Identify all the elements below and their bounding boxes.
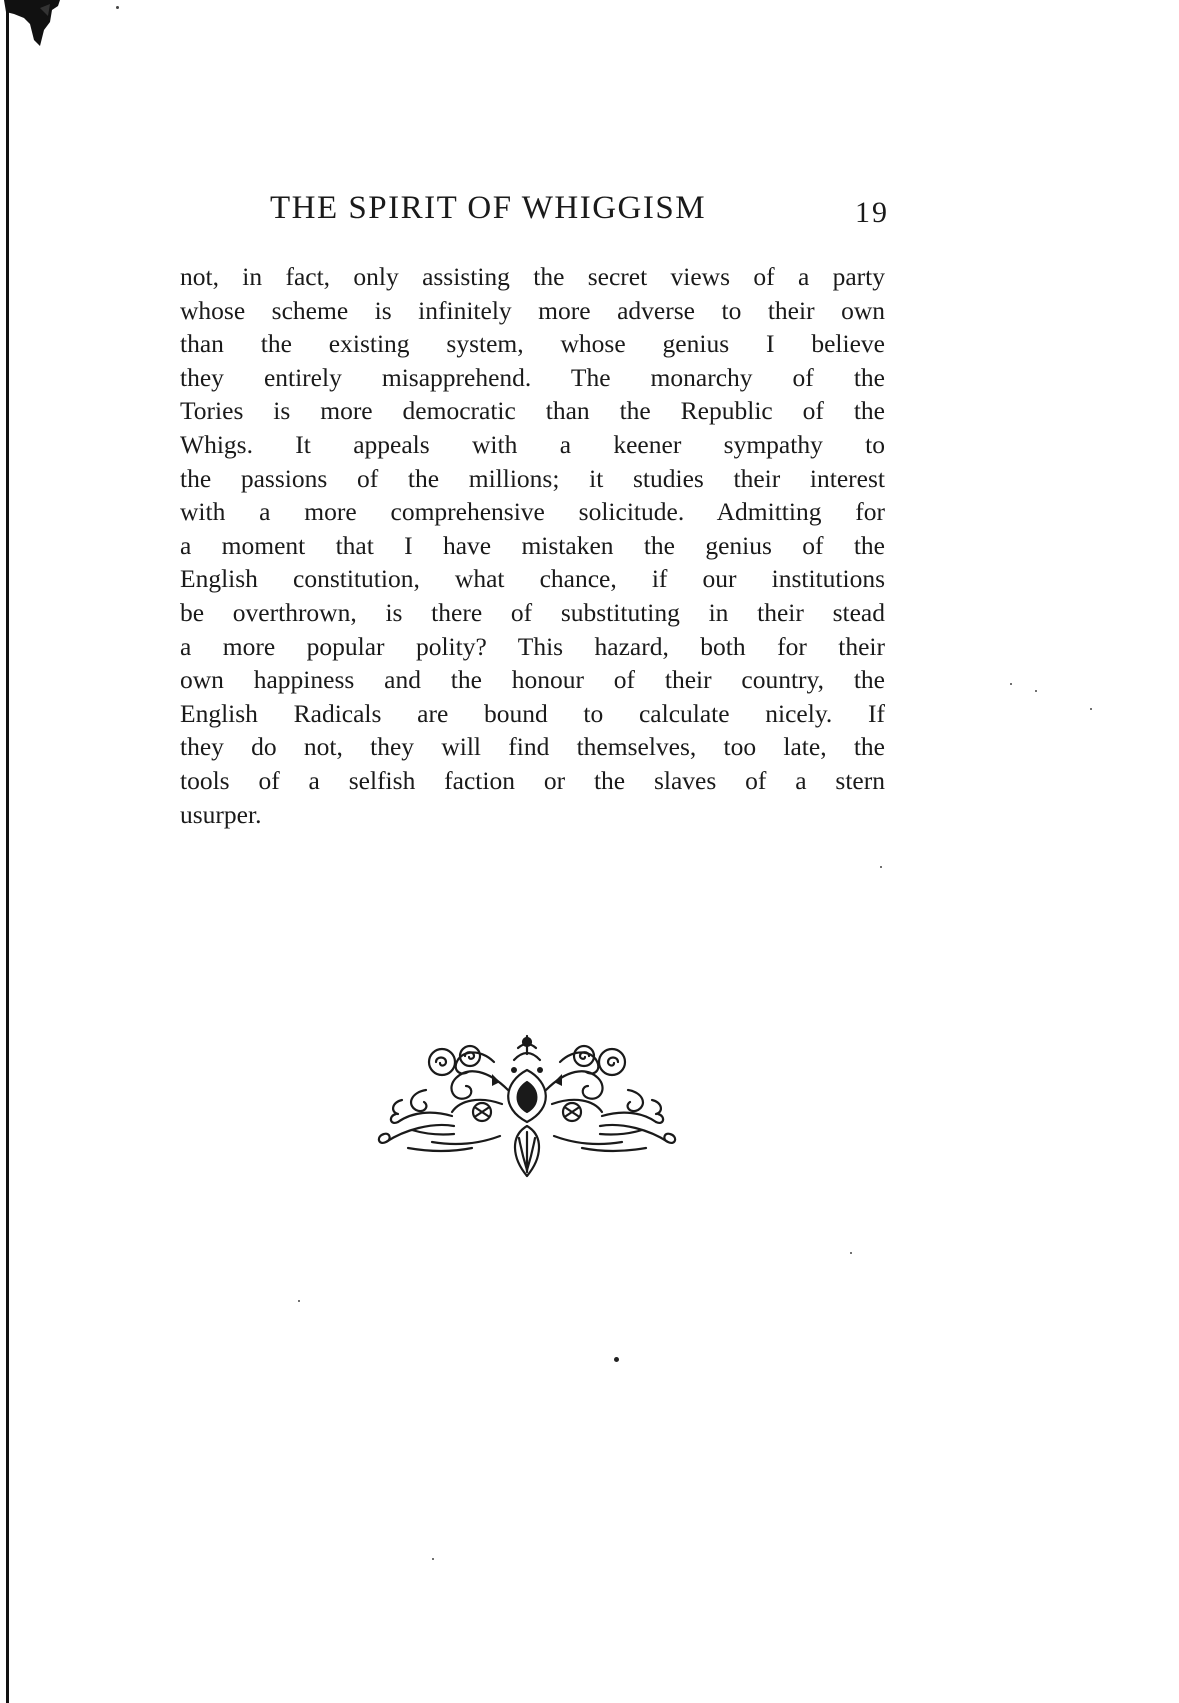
text-line: they do not, they will find themselves, too late, the [180,732,885,762]
text-line: Whigs. It appeals with a keener sympathy to [180,429,885,459]
scan-speck [298,1300,300,1302]
text-line: be overthrown, is there of substituting in their stead [180,597,885,627]
text-line: the passions of the millions; it studies their interest [180,463,885,493]
scan-speck [1010,683,1012,685]
page-number: 19 [855,196,889,229]
text-line: Tories is more democratic than the Republic of the [180,396,885,426]
text-line: not, in fact, only assisting the secret views of a party [180,262,885,291]
scan-speck [116,6,119,9]
text-line: with a more comprehensive solicitude. Admitting for [180,497,885,527]
scan-speck [1035,690,1037,692]
scan-speck [614,1357,619,1362]
floral-tailpiece-ornament-icon [372,1030,682,1180]
scan-speck [850,1252,852,1254]
body-text [180,260,885,831]
running-title: THE SPIRIT OF WHIGGISM [270,190,707,226]
text-line: English Radicals are bound to calculate nicely. If [180,698,885,728]
scan-speck [432,1558,434,1560]
scan-blot-icon [0,0,62,48]
text-line: own happiness and the honour of their country, the [180,665,885,695]
text-line: tools of a selfish faction or the slaves of a stern [180,765,885,795]
text-line: than the existing system, whose genius I believe [180,329,885,359]
binding-edge [6,0,9,1703]
text-line-last: usurper. [180,799,262,829]
text-line: they entirely misapprehend. The monarchy of the [180,362,885,392]
text-line: a moment that I have mistaken the genius of the [180,530,885,560]
scan-speck [1090,708,1092,710]
text-line: a more popular polity? This hazard, both for their [180,631,885,661]
text-line: English constitution, what chance, if our institutions [180,564,885,594]
scan-speck [880,866,882,868]
text-line: whose scheme is infinitely more adverse to their own [180,295,885,325]
